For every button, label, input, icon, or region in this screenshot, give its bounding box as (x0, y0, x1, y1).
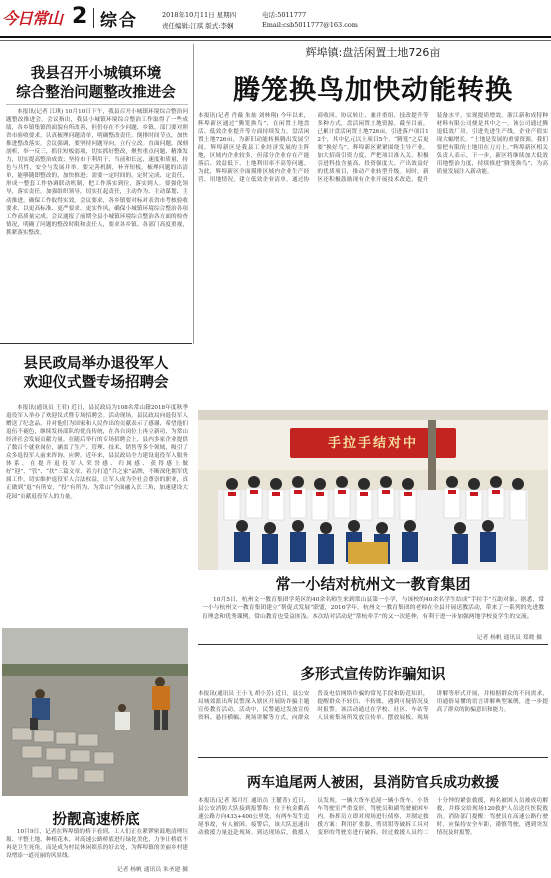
story6-bottom-rule (198, 757, 548, 758)
story6-headline: 多形式宣传防诈骗知识 (300, 667, 446, 683)
responsible-editors: 责任编辑:江琪 版式:李娴 (162, 22, 234, 30)
story4-body-col1 (198, 112, 548, 402)
students-group-photo (198, 410, 548, 570)
email: Email:csb5011777@163.com (262, 21, 358, 29)
story1-bottom-rule (0, 343, 192, 344)
story4-headline: 腾笼换鸟加快动能转换 (233, 75, 513, 106)
story3-photo-credit: 记者 杨帆 通讯员 朱圣建 摄 (116, 867, 188, 873)
header-rule (0, 36, 551, 38)
page-number: 2 (72, 4, 88, 29)
logo-text: 今日常山 (2, 9, 63, 28)
story3-headline: 扮靓高速桥底 (52, 812, 140, 828)
story3-body: 10月9日，记者在辉埠镇的桥下看到，工人们正在紧锣密鼓地清理垃圾、平整土地、种植花木，对高速公路桥底进行绿化美化，力争让桥底不再是卫生死角，而是成为村民休闲娱乐的好去处，为辉埠镇的美丽乡村建设增添一道亮丽的风景线。 (6, 829, 188, 860)
story5-body: 10月5日，杭州文一教育集团学苑区的40余名师生来到常山县第一小学，与该校的40余名学生结成“手拉手”互助对象。据悉，常一小与杭州文一教育集团建立“帮促式发展”联盟，2016学年，杭州文一教育集团的老师在全县开展送教活动，带来了一系列的先进教育理念和优秀课例，常山教育也受益匪浅。本次结对活动是“常杭牵手”的又一次延伸，有利于进一步加强两地学校及学生的交流。 (202, 597, 544, 620)
column-separator (193, 44, 194, 344)
issue-date: 2018年10月11日 星期四 (162, 11, 237, 19)
story2-body: 本报讯(通讯员 王君) 近日，县民政局为108名常山籍2018年度秋季退役军人举办了欢迎仪式暨专场招聘会。活动现场，县民政局向退役军人赠送了纪念品，并对他们为国家和人民作出的贡献表示了感谢，希望他们退伍不褪色，继续发扬部队的优良传统，在各自岗位上再立新功，为常山经济社会发展贡献力量。在随后举行的专场招聘会上，县内多家企业提供了数百个就业岗位，涵盖了生产、管理、技术、销售等多个领域，吸引了众多退役军人前来咨询、应聘。近年来，县民政局全力建设退役军人服务体系，在提升退役军人荣誉感、归属感、获得感上做好“迎”、“管”、“扶”三篇文章，着力打造“兵之家”品牌，不断深化拥军优属工作，切实维护退役军人合法权益，让军人成为全社会尊崇的职业，真正做到“退”有所安，“役”有所为，为常山“全面融入长三角，加速建设大花园”贡献退役军人的力量。 (6, 405, 188, 500)
story7-body (198, 797, 548, 873)
section-name: 综合 (100, 11, 138, 31)
header-divider (93, 8, 94, 28)
story1-headline-2: 综合整治问题整改推进会 (16, 85, 176, 101)
story1-headline-1: 我县召开小城镇环境 (30, 66, 162, 82)
bridge-photo-svg (2, 628, 188, 796)
story5-photo-credit: 记者 杨帆 通讯员 郑晓 摄 (476, 635, 542, 641)
story4-kicker: 辉埠镇:盘活闲置土地726亩 (305, 46, 441, 59)
story2-headline-2: 欢迎仪式暨专场招聘会 (23, 375, 169, 391)
story7-headline: 两车追尾两人被困，县消防官兵成功救援 (247, 775, 499, 791)
story2-headline-1: 县民政局举办退役军人 (23, 356, 169, 372)
story1-body: 本报讯(记者 江琪) 10月10日下午，我县召开小城镇环境综合整治问题整改推进会。会议指出，我县小城镇环境综合整治工作取得了一些成绩，各乡镇集镇的面貌有所改善，但仍存在不少问题，乡镇、部门要对照省市验收要求，认真梳理问题清单，明确整改责任，倒排时间节点，加快推进整改落实。会议强调，要坚持问题导向，立行立改。直面问题，深刻剖析，举一反三，抓住短板弱项，切实抓好整改，聚焦重点问题，精准发力，切实提高整治成效；坚持市于利用于，当前和长远，速度和质量，持色与共性，安全与发展并举。要完善机制，补齐短板。梳理问题的出清单，能够随即整改的，加快推进；需要一定时间的，定时完成、定责任，形成一整套工作协调联动机制，把工作落实到位，落实到人。要强化领导，落实责任。加强组织领导，切实扛起责任，主动作为、主动谋划、主动推进，确保工作取得实效。会议要求，各乡镇要对标对表省市考核验收要求，以更高标准、更严要求、更实作风，确保小城镇环境综合整治各项工作高质量完成。会议通报了前期全县小城镇环境综合整治各方面的检查情况，明确了问题的整改时限和责任人，要求各乡镇、各部门高度重视，抓紧落实整改。 (6, 109, 188, 236)
phone: 电话:5011777 (262, 11, 307, 19)
story7-body-text: 本报讯(记者 郑月红 通讯员 王麓菁) 近日，县公安消防大队接到报警称：位于杭金衢高速公路方向433+400公里处，有两车发生追尾事故，有人被困。接警后，该大队迅速出动救援力量赶赴现场。到达现场后，救援人员发现，一辆大货车追尾一辆小货车，小货车驾驶室严重变形，驾驶员和副驾驶被困车内。指挥员立即对现场进行侦察，并制定救援方案：利用扩张器、剪切钳等破拆工具对变形的驾驶室进行破拆。经过救援人员约二十分钟的紧张救援，两名被困人员被成功解救，并移交给现场120救护人员送往医院救治。消防部门提醒：驾驶员在高速公路行驶时，应保持安全车距，谨慎驾驶，遇到突发情况及时报警。 (198, 798, 548, 837)
masthead-logo (2, 6, 64, 30)
story5-headline: 常一小结对杭州文一教育集团 (275, 575, 471, 593)
students-photo-banner: 手拉手结对中 (327, 436, 418, 451)
story6-body (198, 690, 548, 754)
story1-rule (6, 104, 188, 105)
story5-bottom-rule (198, 644, 548, 645)
header-rule-thin (0, 40, 551, 41)
story6-body-text: 本报讯(通讯员 王小飞 胡小芳) 近日，县公安局城郊派出所民警深入辖区开展防诈骗主题宣传教育活动。活动中，民警通过发放宣传资料、悬挂横幅、现场讲解等方式，向群众普及电信网络诈骗的常见手段和防范知识，提醒群众不轻信、不转账，遇到可疑情况及时报警。该活动通过在学校、社区、车站等人员密集场所发放宣传单、摆放展板、现场讲解等形式开展，并根据群众的不同需求，用通俗易懂的语言讲解典型案例，进一步提高了群众的防骗意识和能力。 (198, 691, 548, 722)
story4-body: 本报讯(记者 肖薇 朱灿 刘林翔) 今年以来，辉埠新区通过“腾笼换鸟”，在闲置土地盘活、低效企业提升等方面持续发力，盘活闲置土地726亩，为新旧动能转换腾出发展空间。辉埠新区是我县工业经济发展的主阵地，区域内企业较多，但部分企业存在产能落后、效益低下、土地利用率不高等问题。为此，辉埠新区全面摸排区域内企业生产经营、用地情况，建立低效企业清单，通过协商收回、协议转让、兼并重组、技改提升等多种方式，盘活闲置土地资源。截至目前，已累计盘活闲置土地726亩，引进落户项目12个，其中亿元以上项目5个。“腾笼”之后更要“换好鸟”。辉埠新区紧紧围绕主导产业，加大招商引资力度，严把项目准入关，积极引进科技含量高、投资强度大、产出效益好的优质项目，推动产业转型升级。同时，新区还积极鼓励现有企业开展技术改造，提升装备水平，实现提质增效。浙江新和成特种材料有限公司便是其中之一，该公司通过腾退低效厂房，引进先进生产线，企业产值实现大幅增长。“土地是发展的重要资源，我们要把有限的土地用在刀刃上。”辉埠新区相关负责人表示，下一步，新区将继续加大低效用地整治力度，持续推进“腾笼换鸟”，为高质量发展注入新动能。 (198, 113, 548, 184)
bridge-workers-photo (2, 628, 188, 796)
